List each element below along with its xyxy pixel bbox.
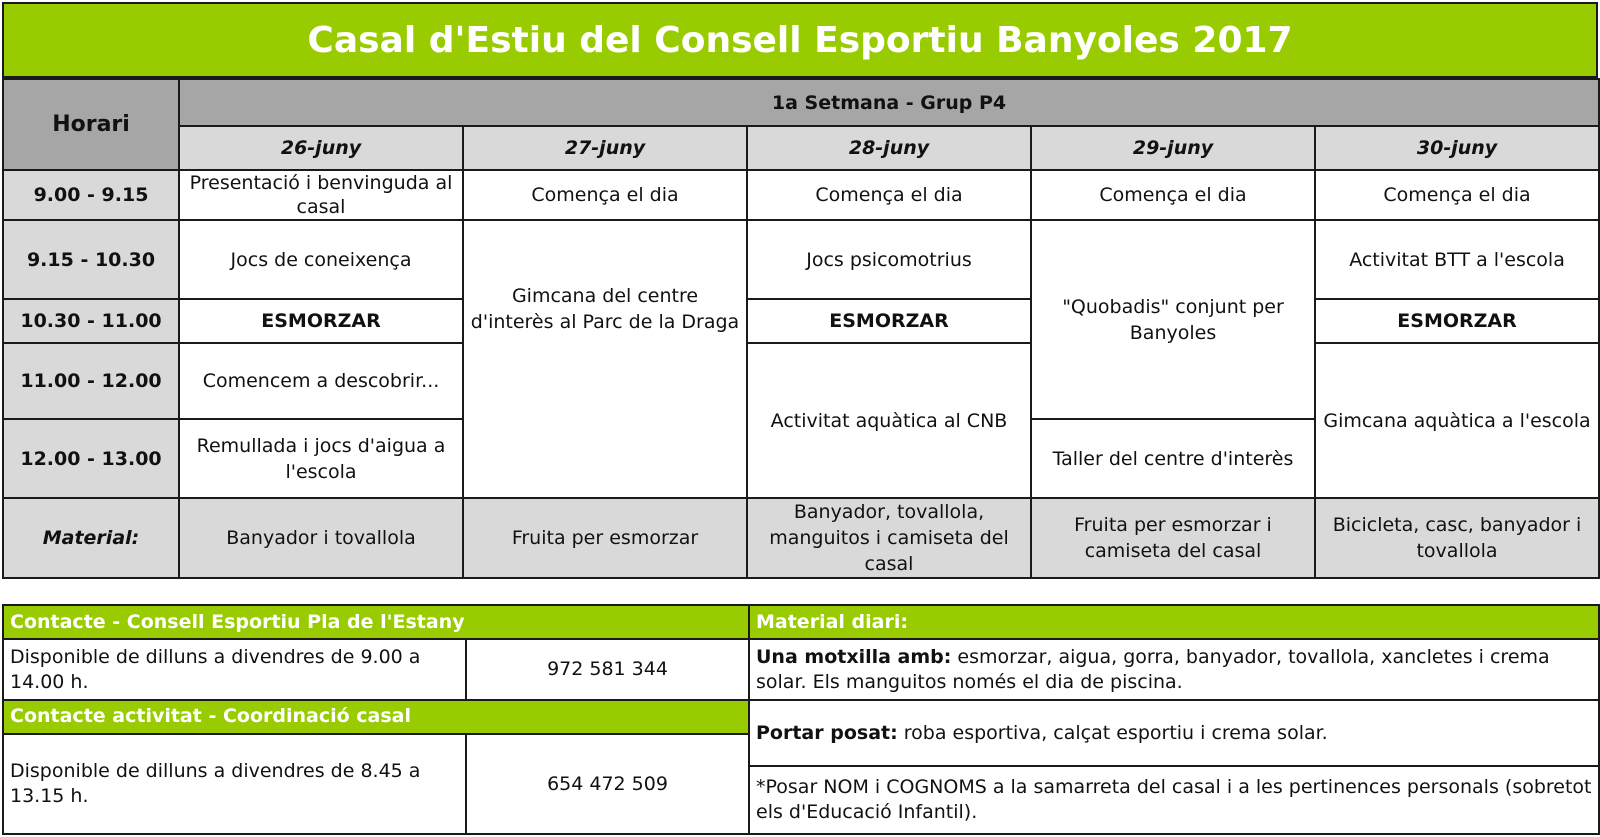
- consell-phone: 972 581 344: [466, 639, 749, 700]
- motxilla-items: esmorzar, aigua, gorra, banyador, tovallola, xancletes i crema solar. Els manguitos només el dia de piscina.: [756, 645, 1550, 693]
- activity-cell: "Quobadis" conjunt per Banyoles: [1031, 220, 1315, 419]
- posat-label: Portar posat:: [756, 721, 898, 744]
- esmorzar-cell: ESMORZAR: [747, 299, 1031, 343]
- consell-hours: Disponible de dilluns a divendres de 9.00 a 14.00 h.: [3, 639, 466, 700]
- schedule-table: [2, 78, 1600, 579]
- day-header: 30-juny: [1315, 126, 1599, 170]
- coord-contact-header: Contacte activitat - Coordinació casal: [3, 700, 749, 734]
- info-table: [2, 604, 1600, 835]
- material-cell: Fruita per esmorzar i camiseta del casal: [1031, 498, 1315, 578]
- day-header: 29-juny: [1031, 126, 1315, 170]
- activity-cell: Comença el dia: [747, 170, 1031, 220]
- activity-cell: Comença el dia: [1315, 170, 1599, 220]
- activity-cell: Activitat BTT a l'escola: [1315, 220, 1599, 299]
- day-header: 26-juny: [179, 126, 463, 170]
- posat-items: roba esportiva, calçat esportiu i crema solar.: [897, 721, 1328, 744]
- activity-cell: Activitat aquàtica al CNB: [747, 343, 1031, 498]
- material-cell: Banyador i tovallola: [179, 498, 463, 578]
- time-slot: 10.30 - 11.00: [3, 299, 179, 343]
- activity-cell: Gimcana aquàtica a l'escola: [1315, 343, 1599, 498]
- week-header: 1a Setmana - Grup P4: [179, 79, 1599, 126]
- esmorzar-cell: ESMORZAR: [179, 299, 463, 343]
- material-cell: Fruita per esmorzar: [463, 498, 747, 578]
- activity-cell: Jocs de coneixença: [179, 220, 463, 299]
- time-slot: 12.00 - 13.00: [3, 419, 179, 498]
- motxilla-text: [749, 639, 1599, 700]
- material-diari-header: Material diari:: [749, 605, 1599, 639]
- esmorzar-cell: ESMORZAR: [1315, 299, 1599, 343]
- day-header: 28-juny: [747, 126, 1031, 170]
- day-header: 27-juny: [463, 126, 747, 170]
- activity-cell: Presentació i benvinguda al casal: [179, 170, 463, 220]
- activity-cell: Taller del centre d'interès: [1031, 419, 1315, 498]
- page-title: Casal d'Estiu del Consell Esportiu Banyoles 2017: [2, 2, 1598, 78]
- time-slot: 9.00 - 9.15: [3, 170, 179, 220]
- activity-cell: Jocs psicomotrius: [747, 220, 1031, 299]
- material-label: Material:: [3, 498, 179, 578]
- posat-text: [749, 700, 1599, 767]
- coord-phone: 654 472 509: [466, 734, 749, 834]
- activity-cell: Remullada i jocs d'aigua a l'escola: [179, 419, 463, 498]
- activity-cell: Comencem a descobrir...: [179, 343, 463, 419]
- time-slot: 9.15 - 10.30: [3, 220, 179, 299]
- material-cell: Bicicleta, casc, banyador i tovallola: [1315, 498, 1599, 578]
- activity-cell: Gimcana del centre d'interès al Parc de la Draga: [463, 220, 747, 498]
- coord-hours: Disponible de dilluns a divendres de 8.45 a 13.15 h.: [3, 734, 466, 834]
- consell-contact-header: Contacte - Consell Esportiu Pla de l'Estany: [3, 605, 749, 639]
- activity-cell: Comença el dia: [1031, 170, 1315, 220]
- name-note: *Posar NOM i COGNOMS a la samarreta del casal i a les pertinences personals (sobretot els d'Educació Infantil).: [749, 766, 1599, 834]
- time-slot: 11.00 - 12.00: [3, 343, 179, 419]
- horari-header: Horari: [3, 79, 179, 170]
- material-cell: Banyador, tovallola, manguitos i camiseta del casal: [747, 498, 1031, 578]
- activity-cell: Comença el dia: [463, 170, 747, 220]
- motxilla-label: Una motxilla amb:: [756, 645, 952, 668]
